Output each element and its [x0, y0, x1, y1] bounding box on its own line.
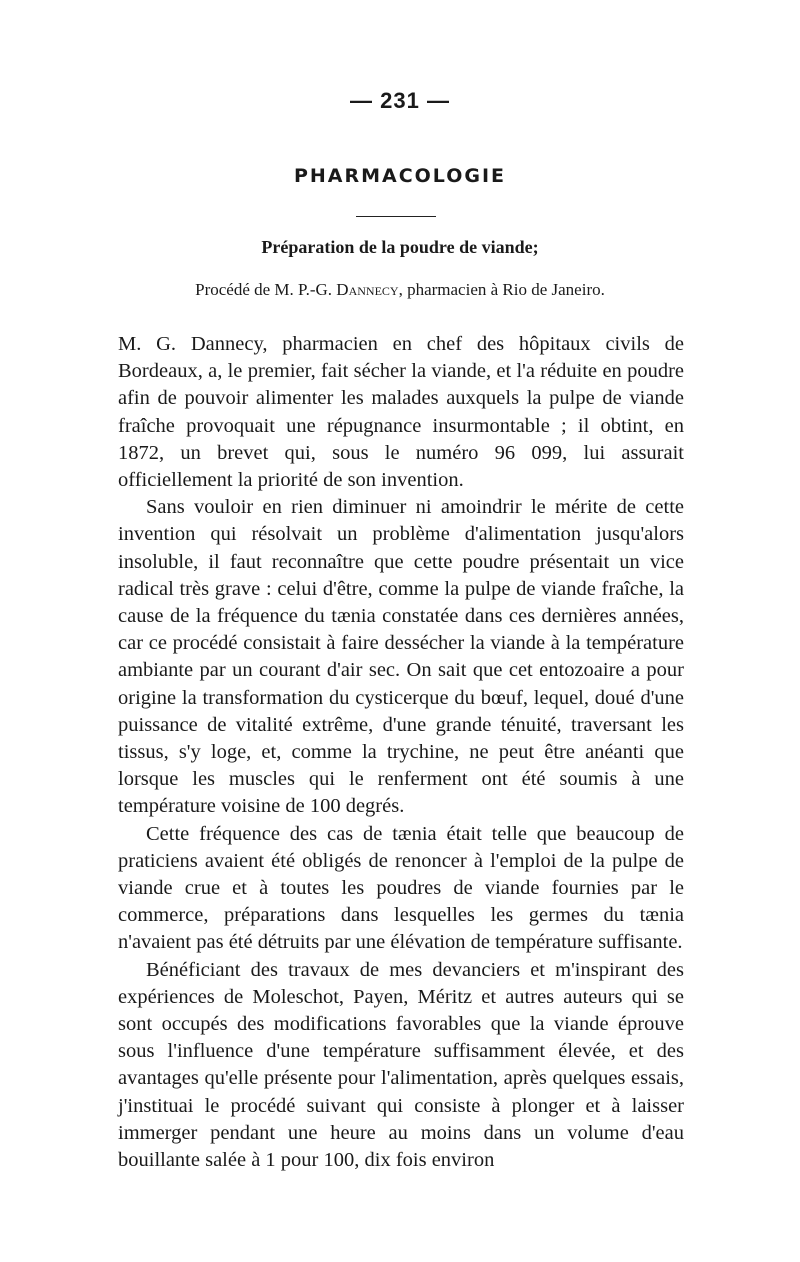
paragraph-4: Bénéficiant des travaux de mes devanciers et m'inspirant des expériences de Moleschot, Payen, Méritz et autres auteurs qui se sont occupés des modifications favorables que la viande éprouve sous l'influence d'une température suffisamment élevée, et des avantages qu'elle présente pour l'alimentation, après quelques essais, j'instituai le procédé suivant qui consiste à plonger et à laisser immerger pendant une heure au moins dans un volume d'eau bouillante salée à 1 pour 100, dix fois environ: [118, 958, 684, 1172]
article-title: Préparation de la poudre de viande;: [261, 237, 539, 257]
subtitle-suffix: , pharmacien à Rio de Janeiro.: [398, 280, 605, 299]
page-number: — 231 —: [350, 88, 450, 113]
subtitle-author-name: Dannecy: [336, 280, 399, 299]
article-body: [118, 331, 684, 1174]
section-title: PHARMACOLOGIE: [293, 165, 507, 187]
paragraph-1: M. G. Dannecy, pharmacien en chef des hôpitaux civils de Bordeaux, a, le premier, fait sécher la viande, et l'a réduite en poudre afin de pouvoir alimenter les malades auxquels la pulpe de viande fraîche provoquait une répugnance insurmontable ; il obtint, en 1872, un brevet qui, sous le numéro 96 099, lui assurait officiellement la priorité de son invention.: [118, 333, 684, 492]
paragraph-3: Cette fréquence des cas de tænia était telle que beaucoup de praticiens avaient été obligés de renoncer à l'emploi de la pulpe de viande crue et à toutes les poudres de viande fournies par le commerce, préparations dans lesquelles les germes du tænia n'avaient pas été détruits par une élévation de température suffisante.: [118, 822, 684, 954]
article-subtitle: [0, 280, 800, 300]
paragraph-2: Sans vouloir en rien diminuer ni amoindrir le mérite de cette invention qui résolvait un problème d'alimentation jusqu'alors insoluble, il faut reconnaître que cette poudre présentait un vice radical très grave : celui d'être, comme la pulpe de viande fraîche, la cause de la fréquence du tænia constatée dans ces dernières années, car ce procédé consistait à faire dessécher la viande à la température ambiante par un courant d'air sec. On sait que cet entozoaire a pour origine la transformation du cysticerque du bœuf, lequel, doué d'une puissance de vitalité extrême, d'une grande ténuité, traversant les tissus, s'y loge, et, comme la trychine, ne peut être anéanti que lorsque les muscles qui le renferment ont été soumis à une température voisine de 100 degrés.: [118, 496, 684, 818]
subtitle-prefix: Procédé de M. P.-G.: [195, 280, 337, 299]
title-divider: [356, 216, 436, 217]
